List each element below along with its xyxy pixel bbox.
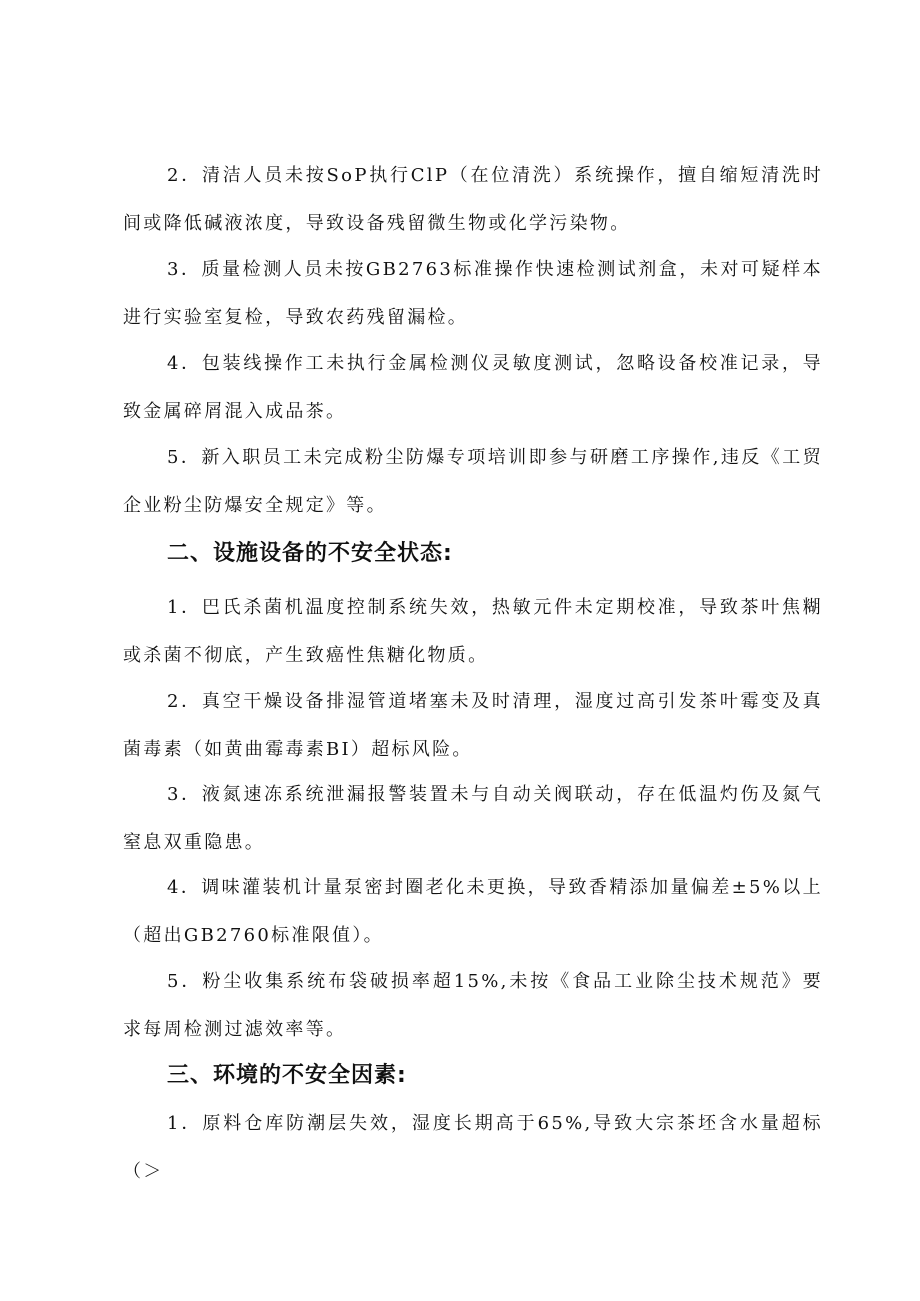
section1-item-3: 3．质量检测人员未按GB2763标准操作快速检测试剂盒，未对可疑样本进行实验室复检，导致农药残留漏检。 (123, 259, 823, 328)
section3-item-1: 1．原料仓库防潮层失效，湿度长期高于65%,导致大宗茶坯含水量超标（＞ (123, 1113, 823, 1182)
section2-item-1: 1．巴氏杀菌机温度控制系统失效，热敏元件未定期校准，导致茶叶焦糊或杀菌不彻底，产生致癌性焦糖化物质。 (123, 597, 823, 666)
section2-item-3: 3．液氮速冻系统泄漏报警装置未与自动关阀联动，存在低温灼伤及氮气窒息双重隐患。 (123, 784, 823, 853)
section2-item-4: 4．调味灌装机计量泵密封圈老化未更换，导致香精添加量偏差±5%以上（超出GB2760标准限值）。 (123, 877, 823, 946)
section1-item-4: 4．包装线操作工未执行金属检测仪灵敏度测试，忽略设备校准记录，导致金属碎屑混入成品茶。 (123, 353, 823, 422)
section1-item-2: 2．清洁人员未按SoP执行ClP（在位清洗）系统操作，擅自缩短清洗时间或降低碱液浓度，导致设备残留微生物或化学污染物。 (123, 165, 823, 234)
section2-heading: 二、设施设备的不安全状态: (167, 541, 453, 566)
section2-item-5: 5．粉尘收集系统布袋破损率超15%,未按《食品工业除尘技术规范》要求每周检测过滤效率等。 (123, 971, 823, 1040)
section2-item-2: 2．真空干燥设备排湿管道堵塞未及时清理，湿度过高引发茶叶霉变及真菌毒素（如黄曲霉毒素BI）超标风险。 (123, 691, 823, 760)
section3-heading: 三、环境的不安全因素: (167, 1063, 407, 1088)
section1-item-5: 5．新入职员工未完成粉尘防爆专项培训即参与研磨工序操作,违反《工贸企业粉尘防爆安全规定》等。 (123, 447, 823, 516)
